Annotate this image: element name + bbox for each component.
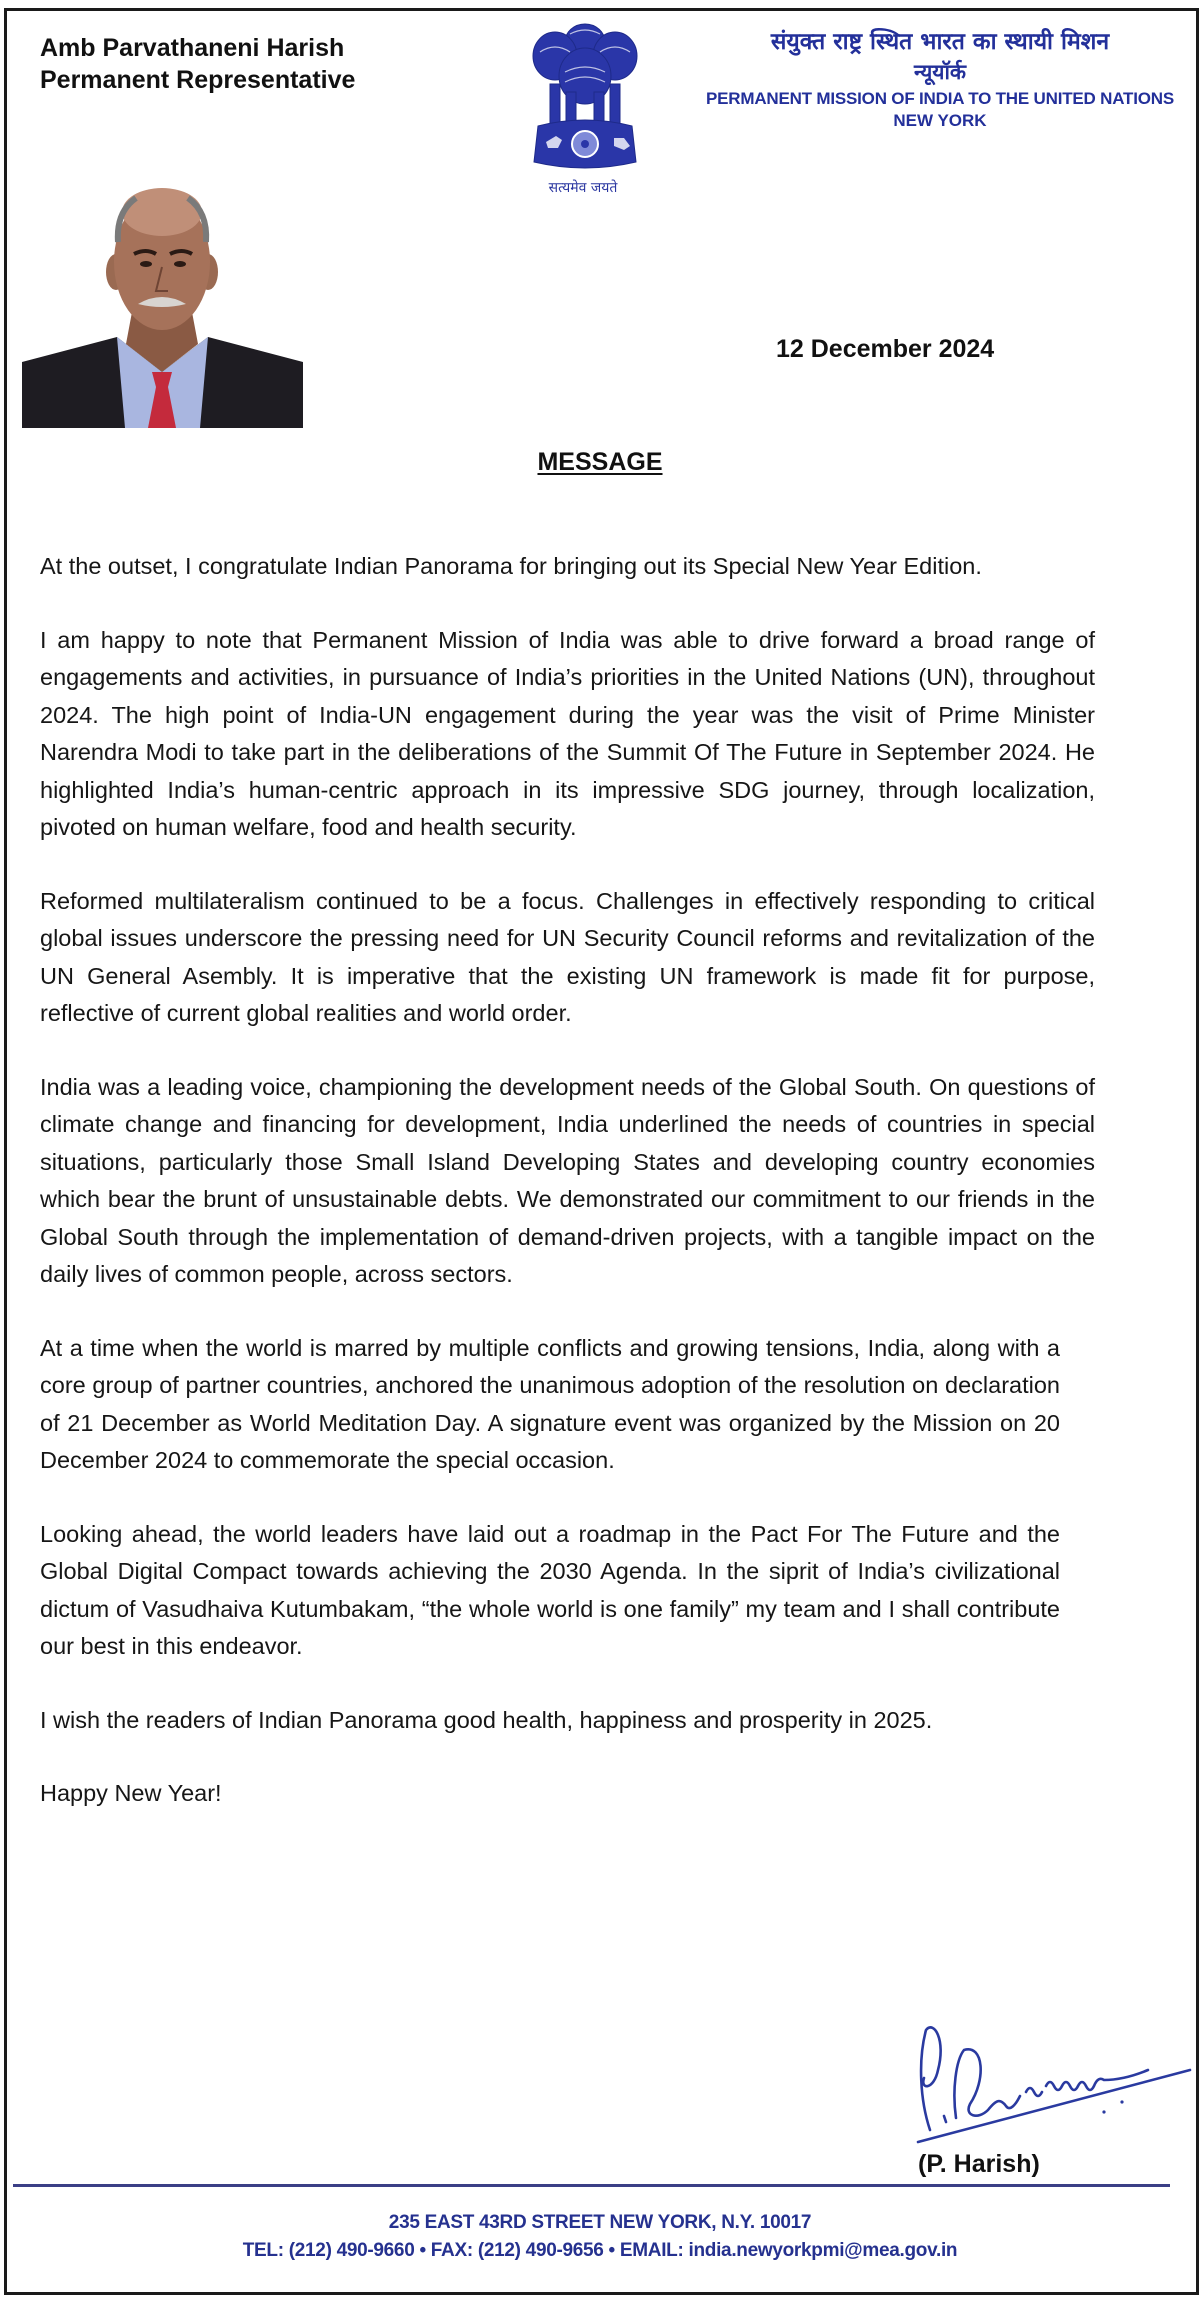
mission-name-english: PERMANENT MISSION OF INDIA TO THE UNITED NATIONS <box>706 89 1174 108</box>
message-title-row <box>0 448 1200 477</box>
signer-name: (P. Harish) <box>918 2150 1040 2178</box>
sender-block <box>40 32 355 96</box>
paragraph: At the outset, I congratulate Indian Panorama for bringing out its Special New Year Edition. <box>40 553 982 579</box>
message-body <box>40 548 1095 1849</box>
letter-date: 12 December 2024 <box>776 335 995 363</box>
footer-divider <box>13 2184 1170 2187</box>
mission-address: 235 EAST 43RD STREET NEW YORK, N.Y. 10017 <box>388 2212 812 2233</box>
emblem-motto: सत्यमेव जयते <box>548 180 618 196</box>
paragraph: I am happy to note that Permanent Mission of India was able to drive forward a broad range of engagements and activities, in pursuance of India’s priorities in the United Nations (UN), throughout 2024. The high point of India-UN engagement during the year was the visit of Prime Minister Narendra Modi to take part in the deliberations of the Summit Of The Future in September 2024. He highlighted India’s human-centric approach in its impressive SDG journey, through localization, pivoted on human welfare, food and health security. <box>40 626 1095 840</box>
letterhead-footer <box>0 2210 1200 2264</box>
mission-name-hindi: संयुक्त राष्ट्र स्थित भारत का स्थायी मिशन <box>770 29 1110 55</box>
paragraph: At a time when the world is marred by multiple conflicts and growing tensions, India, along with a core group of partner countries, anchored the unanimous adoption of the resolution on declaration of 21 December as World Meditation Day. A signature event was organized by the Mission on 20 December 2024 to commemorate the special occasion. <box>40 1334 1060 1473</box>
paragraph: Reformed multilateralism continued to be a focus. Challenges in effectively responding to critical global issues underscore the pressing need for UN Security Council reforms and revitalization of the UN General Asembly. It is imperative that the existing UN framework is made fit for purpose, reflective of current global realities and world order. <box>40 887 1095 1026</box>
portrait-photo <box>22 172 303 428</box>
paragraph: India was a leading voice, championing the development needs of the Global South. On questions of climate change and financing for development, India underlined the needs of countries in special situations, particularly those Small Island Developing States and developing country economies which bear the brunt of unsustainable debts. We demonstrated our commitment to our friends in the Global South through the implementation of demand-driven projects, with a tangible impact on the daily lives of common people, across sectors. <box>40 1073 1095 1287</box>
mission-city-english: NEW YORK <box>893 111 987 130</box>
sender-name: Amb Parvathaneni Harish <box>40 34 345 62</box>
message-title: MESSAGE <box>537 448 663 476</box>
mission-contact: TEL: (212) 490-9660 • FAX: (212) 490-9656 • EMAIL: india.newyorkpmi@mea.gov.in <box>242 2240 958 2261</box>
signature-icon <box>860 2020 1200 2140</box>
sender-title: Permanent Representative <box>40 66 356 94</box>
paragraph: Looking ahead, the world leaders have laid out a roadmap in the Pact For The Future and the Global Digital Compact towards achieving the 2030 Agenda. In the siprit of India’s civilizational dictum of Vasudhaiva Kutumbakam, “the whole world is one family” my team and I shall contribute our best in this endeavor. <box>40 1520 1060 1659</box>
national-emblem-icon <box>510 14 660 204</box>
mission-header <box>690 26 1190 132</box>
closing-greeting: Happy New Year! <box>40 1780 222 1806</box>
paragraph: I wish the readers of Indian Panorama good health, happiness and prosperity in 2025. <box>40 1706 933 1733</box>
mission-city-hindi: न्यूयॉर्क <box>913 60 967 84</box>
